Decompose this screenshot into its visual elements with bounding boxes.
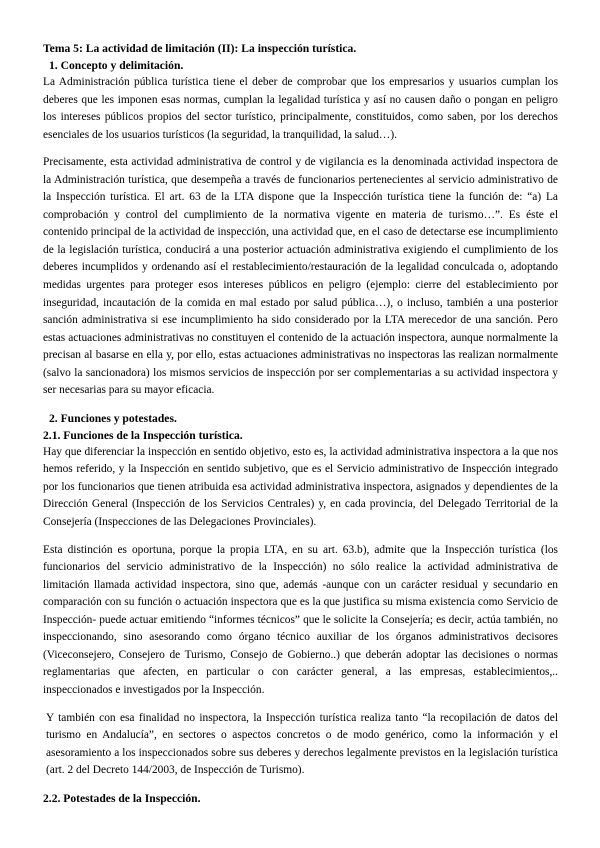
subsection-2-1-paragraph-3: Y también con esa finalidad no inspectora, la Inspección turística realiza tanto “la recopilación de datos del turismo en Andalucía”, en sectores o aspectos concretos o de modo genérico, como la información y el asesoramiento a los inspeccionados sobre sus deberes y derechos legalmente previstos en la legislación turística (art. 2 del Decreto 144/2003, de Inspección de Turismo). xyxy=(46,711,558,777)
section-1-paragraph-2: Precisamente, esta actividad administrativa de control y de vigilancia es la denominada actividad inspectora de la Administración turística, que desempeña a través de funcionarios pertenecientes al servicio administrativo de la Inspección turística. El art. 63 de la LTA dispone que la Inspección turística tiene la función de: “a) La comprobación y control del cumplimiento de la normativa vigente en materia de turismo…”. Es éste el contenido principal de la actividad de inspección, una actividad que, en el caso de detectarse ese incumplimiento de la legislación turística, conducirá a una posterior actuación administrativa exigiendo el cumplimiento de los deberes incumplidos y ordenando así el restablecimiento/restauración de la legalidad conculcada o, adoptando medidas urgentes para proteger esos intereses públicos en peligro (ejemplo: cierre del establecimiento por inseguridad, incautación de la comida en mal estado por salud pública…), o incluso, también a una posterior sanción administrativa si ese incumplimiento ha sido considerado por la LTA merecedor de una sanción. Pero estas actuaciones administrativas no constituyen el contenido de la actuación inspectora, aunque normalmente la precisan al basarse en ella y, por ello, estas actuaciones administrativas no inspectoras las realizan normalmente (salvo la sancionadora) los mismos servicios de inspección por ser complementarias a su actividad inspectora y ser necesarias para su mayor eficacia. xyxy=(43,156,558,397)
subsection-2-2-heading: 2.2. Potestades de la Inspección. xyxy=(43,791,201,805)
subsection-2-1-paragraph-1: Hay que diferenciar la inspección en sentido objetivo, esto es, la actividad administrativa inspectora a la que nos hemos referido, y la Inspección en sentido subjetivo, que es el Servicio administrativo de Inspección integrado por los funcionarios que tienen atribuida esa actividad administrativa inspectora, asignados y dependientes de la Dirección General (Inspección de los Servicios Centrales) y, en cada provincia, del Delegado Territorial de la Consejería (Inspecciones de las Delegaciones Provinciales). xyxy=(43,445,558,529)
subsection-2-1-paragraph-2: Esta distinción es oportuna, porque la propia LTA, en su art. 63.b), admite que la Inspección turística (los funcionarios del servicio administrativo de la Inspección) no sólo realice la actividad administrativa de limitación llamada actividad inspectora, sino que, además -aunque con un carácter residual y secundario en comparación con su función o actuación inspectora que es la que justifica su misma existencia como Servicio de Inspección- puede actuar emitiendo “informes técnicos” que le solicite la Consejería; es decir, actúa también, no inspeccionando, sino asesorando como órgano técnico auxiliar de los órganos administrativos decisores (Viceconsejero, Consejero de Turismo, Consejo de Gobierno..) que deberán adoptar las decisiones o normas reglamentarias que afecten, en particular o con carácter general, a las empresas, establecimientos,.. inspeccionados e investigados por la Inspección. xyxy=(43,543,558,696)
document-title: Tema 5: La actividad de limitación (II): La inspección turística. xyxy=(43,42,357,55)
section-1-paragraph-1: La Administración pública turística tiene el deber de comprobar que los empresarios y usuarios cumplan los deberes que les imponen esas normas, cumplan la legalidad turística y así no causen daño o pongan en peligro los intereses públicos propios del sector turístico, principalmente, constituidos, como saben, por los derechos esenciales de los usuarios turísticos (la seguridad, la tranquilidad, la salud…). xyxy=(43,76,558,141)
section-2-heading: 2. Funciones y potestades. xyxy=(49,411,177,425)
section-1-heading: 1. Concepto y delimitación. xyxy=(49,59,184,72)
subsection-2-1-heading: 2.1. Funciones de la Inspección turística. xyxy=(43,428,243,442)
